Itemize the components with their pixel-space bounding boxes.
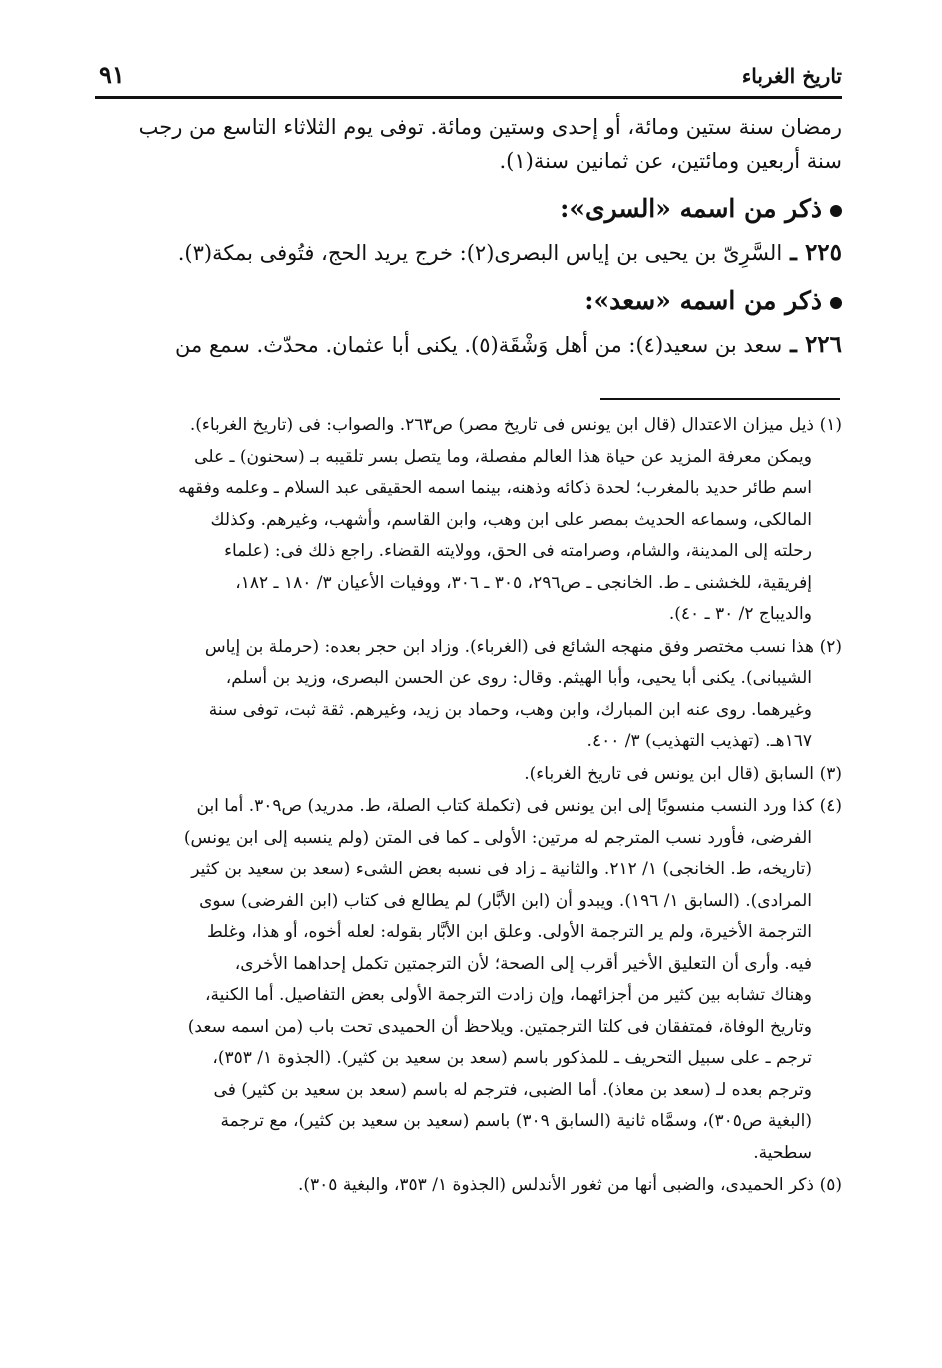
footnote-number: (١) <box>819 415 842 435</box>
running-title: تاريخ الغرباء <box>741 64 842 88</box>
footnote-4 <box>100 791 842 1169</box>
section-heading-sari <box>100 192 842 226</box>
footnote-line <box>100 632 842 664</box>
footnote-text: الفرضى، فأورد نسب المترجم له مرتين: الأولى ـ كما فى المتن (ولم ينسبه إلى ابن يونس) <box>183 827 812 848</box>
footnote-line <box>100 823 842 855</box>
footnotes <box>100 410 842 1203</box>
footnote-text: إفريقية، للخشنى ـ ط. الخانجى ـ ص٢٩٦، ٣٠٥ ـ ٣٠٦، ووفيات الأعيان ٣/ ١٨٠ ـ ١٨٢، <box>235 572 812 593</box>
section-heading-saad <box>100 284 842 318</box>
footnote-text: وغيرهما. روى عنه ابن المبارك، وابن وهب، وحماد بن زيد، وغيرهم. ثقة ثبت، توفى سنة <box>208 699 812 720</box>
footnote-line <box>100 599 842 631</box>
footnote-line <box>100 410 842 442</box>
entry-text: السَّرِىّ بن يحيى بن إياس البصرى(٢): خرج يريد الحج، فتُوفى بمكة(٣). <box>177 241 783 265</box>
footnote-text: وترجم بعده لـ (سعد بن معاذ). أما الضبى، فترجم له باسم (سعد بن سعيد بن كثير) فى <box>213 1079 812 1100</box>
footnote-3 <box>100 759 842 791</box>
footnote-text: السابق (قال ابن يونس فى تاريخ الغرباء). <box>524 763 814 784</box>
bullet-icon <box>830 205 842 217</box>
footnote-text: ١٦٧هـ. (تهذيب التهذيب) ٣/ ٤٠٠. <box>586 731 812 751</box>
entry-dash: ـ <box>782 239 805 266</box>
footnote-line <box>100 536 842 568</box>
footnote-text: والديباج ٢/ ٣٠ ـ ٤٠). <box>668 604 812 624</box>
footnote-line <box>100 473 842 505</box>
footnote-text: الشيبانى). يكنى أبا يحيى، وأبا الهيثم. وقال: روى عن الحسن البصرى، وزيد بن أسلم، <box>225 668 812 688</box>
entry-text: سعد بن سعيد(٤): من أهل وَشْقَة(٥). يكنى أبا عثمان. محدّث. سمع من <box>175 333 783 357</box>
entry-dash: ـ <box>782 331 805 358</box>
entry-number: ٢٢٦ <box>804 331 842 358</box>
footnote-line <box>100 442 842 474</box>
footnote-line <box>100 886 842 918</box>
footnote-line <box>100 663 842 695</box>
entry-number: ٢٢٥ <box>804 239 842 266</box>
entry-225 <box>100 236 842 270</box>
footnote-line <box>100 726 842 758</box>
footnote-5 <box>100 1170 842 1202</box>
footnote-number: (٥) <box>819 1175 842 1195</box>
footnote-number: (٤) <box>819 796 842 816</box>
footnote-line <box>100 1012 842 1044</box>
body-line: سنة أربعين ومائتين، عن ثمانين سنة(١). <box>499 149 842 173</box>
footnote-line <box>100 568 842 600</box>
footnote-text: المالكى، وسماعه الحديث بمصر على ابن وهب، وابن القاسم، وأشهب، وغيرهم. وكذلك <box>210 509 812 530</box>
footnote-2 <box>100 632 842 758</box>
footnote-line <box>100 759 842 791</box>
footnote-line <box>100 695 842 727</box>
footnote-line <box>100 917 842 949</box>
footnote-line <box>100 949 842 981</box>
footnote-separator <box>600 398 840 400</box>
page-header <box>95 48 842 99</box>
footnote-line <box>100 854 842 886</box>
body-line: رمضان سنة ستين ومائة، أو إحدى وستين ومائة. توفى يوم الثلاثاء التاسع من رجب <box>138 115 842 139</box>
footnote-text: (تاريخه، ط. الخانجى) ١/ ٢١٢. والثانية ـ زاد فى نسبه بعض الشىء (سعد بن سعيد بن كثير <box>191 859 812 879</box>
footnote-number: (٢) <box>819 636 842 657</box>
footnote-number: (٣) <box>819 763 842 784</box>
footnote-text: (البغية ص٣٠٥)، وسمَّاه ثانية (السابق ٣٠٩) باسم (سعيد بن سعيد بن كثير)، مع ترجمة <box>220 1111 812 1131</box>
footnote-text: اسم طائر حديد بالمغرب؛ لحدة ذكائه وذهنه، بينما اسمه الحقيقى عبد السلام ـ وعلمه وفقهه <box>178 478 812 498</box>
footnote-text: وتاريخ الوفاة، فمتفقان فى كلتا الترجمتين. ويلاحظ أن الحميدى تحت باب (من اسمه سعد) <box>187 1016 812 1037</box>
footnote-text: كذا ورد النسب منسوبًا إلى ابن يونس فى (تكملة كتاب الصلة، ط. مدريد) ص٣٠٩. أما ابن <box>196 796 814 816</box>
footnote-text: المرادى). (السابق ١/ ١٩٦). ويبدو أن (ابن الأبَّار) لم يطالع فى كتاب (ابن الفرضى) سوى <box>199 890 812 911</box>
footnote-text: ذيل ميزان الاعتدال (قال ابن يونس فى تاريخ مصر) ص٢٦٣. والصواب: فى (تاريخ الغرباء). <box>189 415 814 435</box>
footnote-text: سطحية. <box>753 1142 812 1163</box>
footnote-line <box>100 1170 842 1202</box>
footnote-line <box>100 505 842 537</box>
bullet-icon <box>830 297 842 309</box>
page-number: ٩١ <box>99 60 125 89</box>
footnote-line <box>100 791 842 823</box>
footnote-line <box>100 1075 842 1107</box>
footnote-line <box>100 1138 842 1170</box>
footnote-text: الترجمة الأخيرة، ولم ير الترجمة الأولى. وعلق ابن الأبَّار بقوله: لعله أخوه، أو هذا، وغلط <box>206 922 812 942</box>
footnote-text: ترجم ـ على سبيل التحريف ـ للمذكور باسم (سعد بن سعيد بن كثير). (الجذوة ١/ ٣٥٣)، <box>212 1048 812 1068</box>
footnote-1 <box>100 410 842 631</box>
footnote-text: ويمكن معرفة المزيد عن حياة هذا العالم مفصلة، وما يتصل بسر تلقيبه بـ (سحنون) ـ على <box>194 446 812 467</box>
main-text <box>100 110 842 362</box>
footnote-text: هذا نسب مختصر وفق منهجه الشائع فى (الغرباء). وزاد ابن حجر بعده: (حرملة بن إياس <box>204 636 814 657</box>
section-heading-text: ذكر من اسمه «سعد»: <box>584 286 822 315</box>
footnote-line <box>100 980 842 1012</box>
footnote-text: ذكر الحميدى، والضبى أنها من ثغور الأندلس (الجذوة ١/ ٣٥٣، والبغية ٣٠٥). <box>297 1175 814 1195</box>
entry-226 <box>100 328 842 362</box>
footnote-text: وهناك تشابه بين كثير من أجزائهما، وإن زادت الترجمة الأولى بعض التفاصيل. أما الكنية، <box>205 985 812 1005</box>
footnote-text: فيه. وأرى أن التعليق الأخير أقرب إلى الصحة؛ لأن الترجمتين تكمل إحداهما الأخرى، <box>234 953 812 974</box>
footnote-line <box>100 1106 842 1138</box>
section-heading-text: ذكر من اسمه «السرى»: <box>560 194 822 223</box>
footnote-line <box>100 1043 842 1075</box>
footnote-text: رحلته إلى المدينة، والشام، وصرامته فى الحق، وولايته القضاء. راجع ذلك فى: (علماء <box>224 541 812 561</box>
